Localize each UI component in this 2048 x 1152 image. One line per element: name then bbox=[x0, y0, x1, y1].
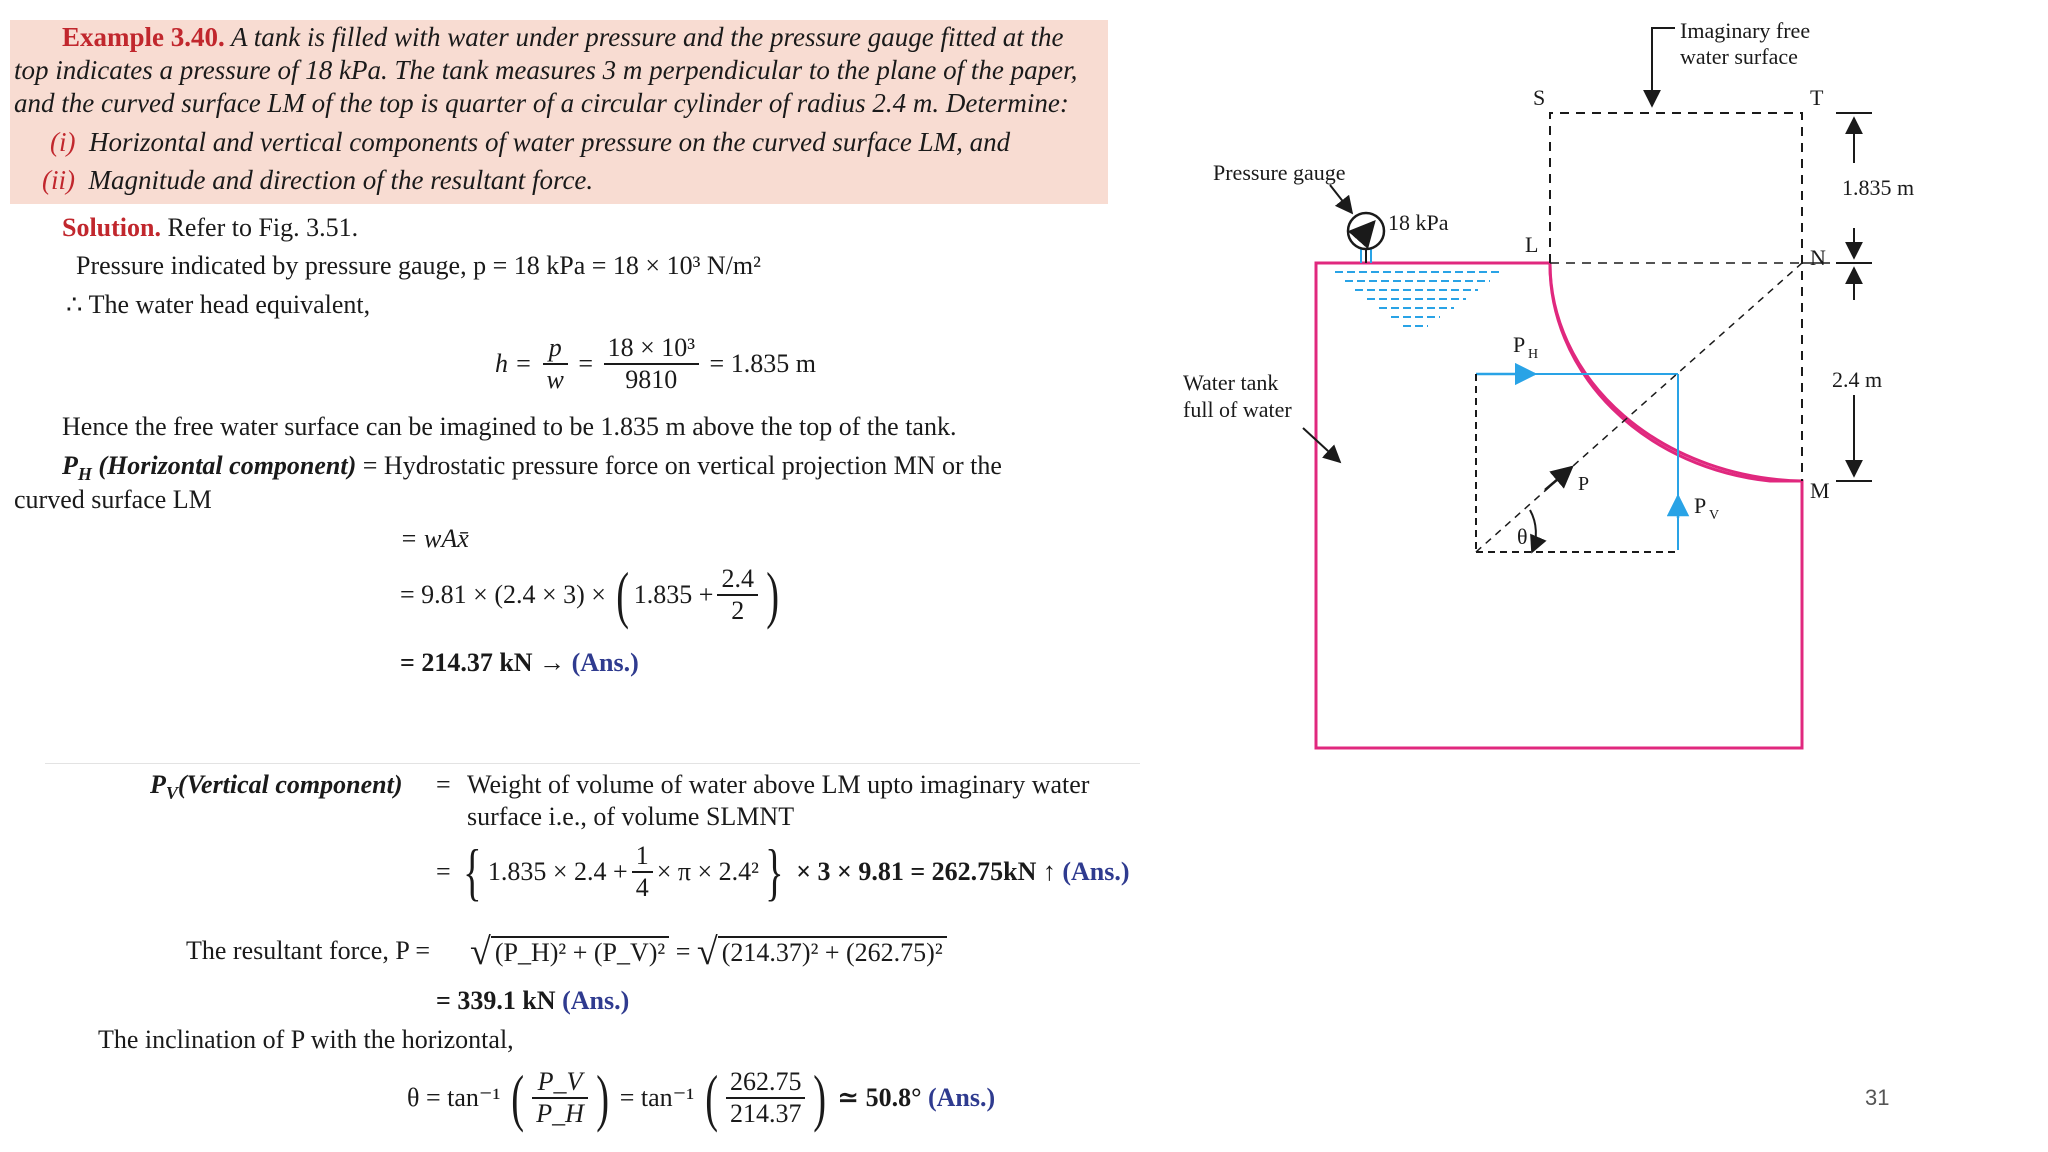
pv-calc: = { 1.835 × 2.4 + $\frac{1}{4}$ × π × 2.4²} × 3 × 9.81 = 262.75kN ↑ (Ans.) bbox=[436, 836, 1130, 907]
theta-label: θ bbox=[1517, 524, 1528, 549]
resultant-sqrt-2: (214.37)² + (262.75)² bbox=[718, 936, 947, 968]
pv-calc-a: 1.835 × 2.4 + bbox=[487, 857, 628, 886]
hence-line: Hence the free water surface can be imagined to be 1.835 m above the top of the tank. bbox=[62, 412, 957, 441]
ph-eq2-num: 2.4 bbox=[717, 564, 758, 596]
pv-calc-result: × 3 × 9.81 = 262.75kN ↑ bbox=[796, 857, 1056, 886]
ph-label-sub: H bbox=[1528, 347, 1539, 362]
theta-arc bbox=[1530, 510, 1536, 552]
ph-symbol: P bbox=[62, 451, 78, 480]
example-item-1 bbox=[50, 127, 1010, 158]
dim-top-label: 1.835 m bbox=[1842, 175, 1915, 200]
ph-eq2-frac bbox=[717, 564, 758, 626]
p-label: P bbox=[1578, 473, 1590, 495]
point-m: M bbox=[1810, 478, 1830, 503]
gauge-value: 18 kPa bbox=[1388, 210, 1449, 235]
resultant-label: The resultant force, P = bbox=[186, 936, 431, 965]
pv-desc: (Vertical component) bbox=[177, 770, 403, 799]
item-text-1: Horizontal and vertical components of water pressure on the curved surface LM, and bbox=[88, 127, 1011, 157]
theta-mid: = tan⁻¹ bbox=[619, 1083, 695, 1112]
theta-ans: (Ans.) bbox=[927, 1083, 996, 1112]
resultant-sqrt-1: (P_H)² + (P_V)² bbox=[491, 936, 669, 968]
ph-result: = 214.37 kN → bbox=[400, 648, 566, 677]
paren-open: ( bbox=[616, 559, 630, 630]
gauge-line: Pressure indicated by pressure gauge, p = 18 kPa = 18 × 10³ N/m² bbox=[76, 251, 761, 280]
solution-label: Solution. bbox=[62, 213, 161, 242]
theta-num-1: P_V bbox=[532, 1067, 588, 1099]
resultant-line bbox=[1476, 263, 1802, 552]
dim-radius-label: 2.4 m bbox=[1832, 367, 1883, 392]
dimension-lines bbox=[1836, 113, 1872, 481]
imaginary-leader-arrow bbox=[1652, 28, 1675, 106]
tank-outline bbox=[1316, 263, 1802, 748]
theta-lhs: θ = tan⁻¹ bbox=[407, 1083, 501, 1112]
resultant-ans: (Ans.) bbox=[562, 986, 630, 1015]
frac-p: p bbox=[543, 333, 568, 365]
resultant-expr: √ (P_H)² + (P_V)² = √ (214.37)² + (262.75)² bbox=[470, 930, 947, 974]
pv-calc-den: 4 bbox=[635, 873, 649, 902]
example-text-1: A tank is filled with water under pressure and the pressure gauge fitted at the bbox=[224, 22, 1064, 52]
p-over-w bbox=[543, 333, 568, 395]
pv-label: P bbox=[1694, 493, 1707, 518]
ph-eq2-a: = 9.81 × (2.4 × 3) × bbox=[400, 580, 606, 609]
paren-close: ) bbox=[766, 559, 780, 630]
resultant-value: = 339.1 kN bbox=[436, 986, 556, 1015]
theta-den-2: 214.37 bbox=[729, 1099, 802, 1128]
imaginary-label-2: water surface bbox=[1680, 44, 1798, 69]
theta-equation bbox=[407, 1062, 996, 1133]
pv-text-1: Weight of volume of water above LM upto imaginary water bbox=[467, 770, 1090, 799]
ph-desc: (Horizontal component) bbox=[98, 451, 357, 480]
point-n: N bbox=[1810, 245, 1826, 270]
gauge-label: Pressure gauge bbox=[1213, 160, 1346, 185]
pv-calc-num: 1 bbox=[632, 841, 653, 873]
head-denominator: 9810 bbox=[625, 364, 678, 394]
example-item-2 bbox=[42, 165, 593, 196]
ph-eq2-b: 1.835 + bbox=[633, 580, 714, 609]
pv-line bbox=[150, 770, 403, 804]
tank-leader-arrow bbox=[1303, 428, 1340, 462]
head-equation: h = $\frac{p}{w}$ = $\frac{\text{18 × 10³}}{9810}$ = 1.835 m bbox=[495, 333, 816, 394]
item-number-2: (ii) bbox=[42, 165, 75, 195]
ph-eq-1: = wAx̄ bbox=[400, 524, 469, 553]
theta-den-1: P_H bbox=[536, 1099, 584, 1128]
resultant-arrow bbox=[1545, 467, 1572, 490]
theta-paren-close-2: ) bbox=[813, 1062, 827, 1133]
example-line-1 bbox=[62, 22, 1063, 53]
tank-diagram bbox=[1160, 0, 2040, 780]
pv-calc-b: × π × 2.4² bbox=[656, 857, 759, 886]
point-s: S bbox=[1533, 85, 1546, 110]
point-t: T bbox=[1810, 85, 1824, 110]
brace-close: } bbox=[765, 836, 784, 907]
imaginary-label-1: Imaginary free bbox=[1680, 18, 1811, 43]
pv-subscript: V bbox=[165, 783, 178, 804]
theta-frac-2 bbox=[726, 1067, 806, 1129]
solution-ref: Refer to Fig. 3.51. bbox=[161, 213, 359, 242]
pv-calc-frac bbox=[632, 841, 653, 903]
theta-paren-close-1: ) bbox=[596, 1062, 609, 1133]
example-line-3: and the curved surface LM of the top is quarter of a circular cylinder of radius 2.4 m. Determine: bbox=[14, 88, 1069, 118]
solution-heading bbox=[62, 213, 358, 243]
curved-surface-lm bbox=[1550, 263, 1802, 481]
point-l: L bbox=[1525, 232, 1539, 257]
gauge-leader-arrow bbox=[1330, 185, 1352, 213]
item-number-1: (i) bbox=[50, 127, 76, 157]
theta-frac-1 bbox=[532, 1067, 588, 1129]
pv-eq-sign: = bbox=[436, 770, 451, 799]
frac-w: w bbox=[546, 364, 564, 394]
theta-paren-open-1: ( bbox=[511, 1062, 524, 1133]
resultant-equal: = bbox=[675, 937, 691, 966]
item-text-2: Magnitude and direction of the resultant force. bbox=[88, 165, 594, 195]
tank-label-2: full of water bbox=[1183, 397, 1292, 422]
imaginary-surface-box bbox=[1550, 113, 1802, 481]
pv-text-2: surface i.e., of volume SLMNT bbox=[467, 802, 795, 831]
pv-label-sub: V bbox=[1709, 508, 1720, 523]
h-lhs: h = bbox=[495, 348, 533, 378]
inclination-text: The inclination of P with the horizontal, bbox=[98, 1025, 514, 1054]
ph-subscript: H bbox=[77, 464, 92, 485]
pv-symbol: P bbox=[150, 770, 166, 799]
tank-label-1: Water tank bbox=[1183, 370, 1279, 395]
ph-label: P bbox=[1513, 332, 1526, 357]
ph-eq-2 bbox=[400, 559, 783, 630]
ph-eq-3 bbox=[400, 648, 639, 678]
ans-label: (Ans.) bbox=[571, 648, 639, 677]
ph-line bbox=[62, 451, 1002, 485]
ph-text: = Hydrostatic pressure force on vertical projection MN or the bbox=[356, 451, 1002, 480]
pressure-gauge-icon bbox=[1348, 213, 1384, 263]
theta-num-2: 262.75 bbox=[726, 1067, 806, 1099]
example-line-2: top indicates a pressure of 18 kPa. The tank measures 3 m perpendicular to the plane of the paper, bbox=[14, 55, 1078, 85]
section-divider bbox=[45, 763, 1140, 764]
head-fraction bbox=[604, 333, 699, 395]
brace-open: { bbox=[463, 836, 482, 907]
resultant-value-line bbox=[436, 986, 629, 1016]
example-label: Example 3.40. bbox=[62, 22, 225, 52]
pv-ans: (Ans.) bbox=[1062, 857, 1130, 886]
page-number: 31 bbox=[1865, 1085, 1890, 1110]
water-level-marks bbox=[1335, 272, 1500, 326]
head-numerator: 18 × 10³ bbox=[604, 333, 699, 365]
head-line: ∴ The water head equivalent, bbox=[66, 290, 371, 319]
head-result: = 1.835 m bbox=[709, 348, 816, 378]
ph-eq2-den: 2 bbox=[731, 596, 745, 625]
ph-line-2: curved surface LM bbox=[14, 485, 212, 514]
theta-result: ≃ 50.8° bbox=[837, 1083, 922, 1112]
theta-paren-open-2: ( bbox=[704, 1062, 718, 1133]
